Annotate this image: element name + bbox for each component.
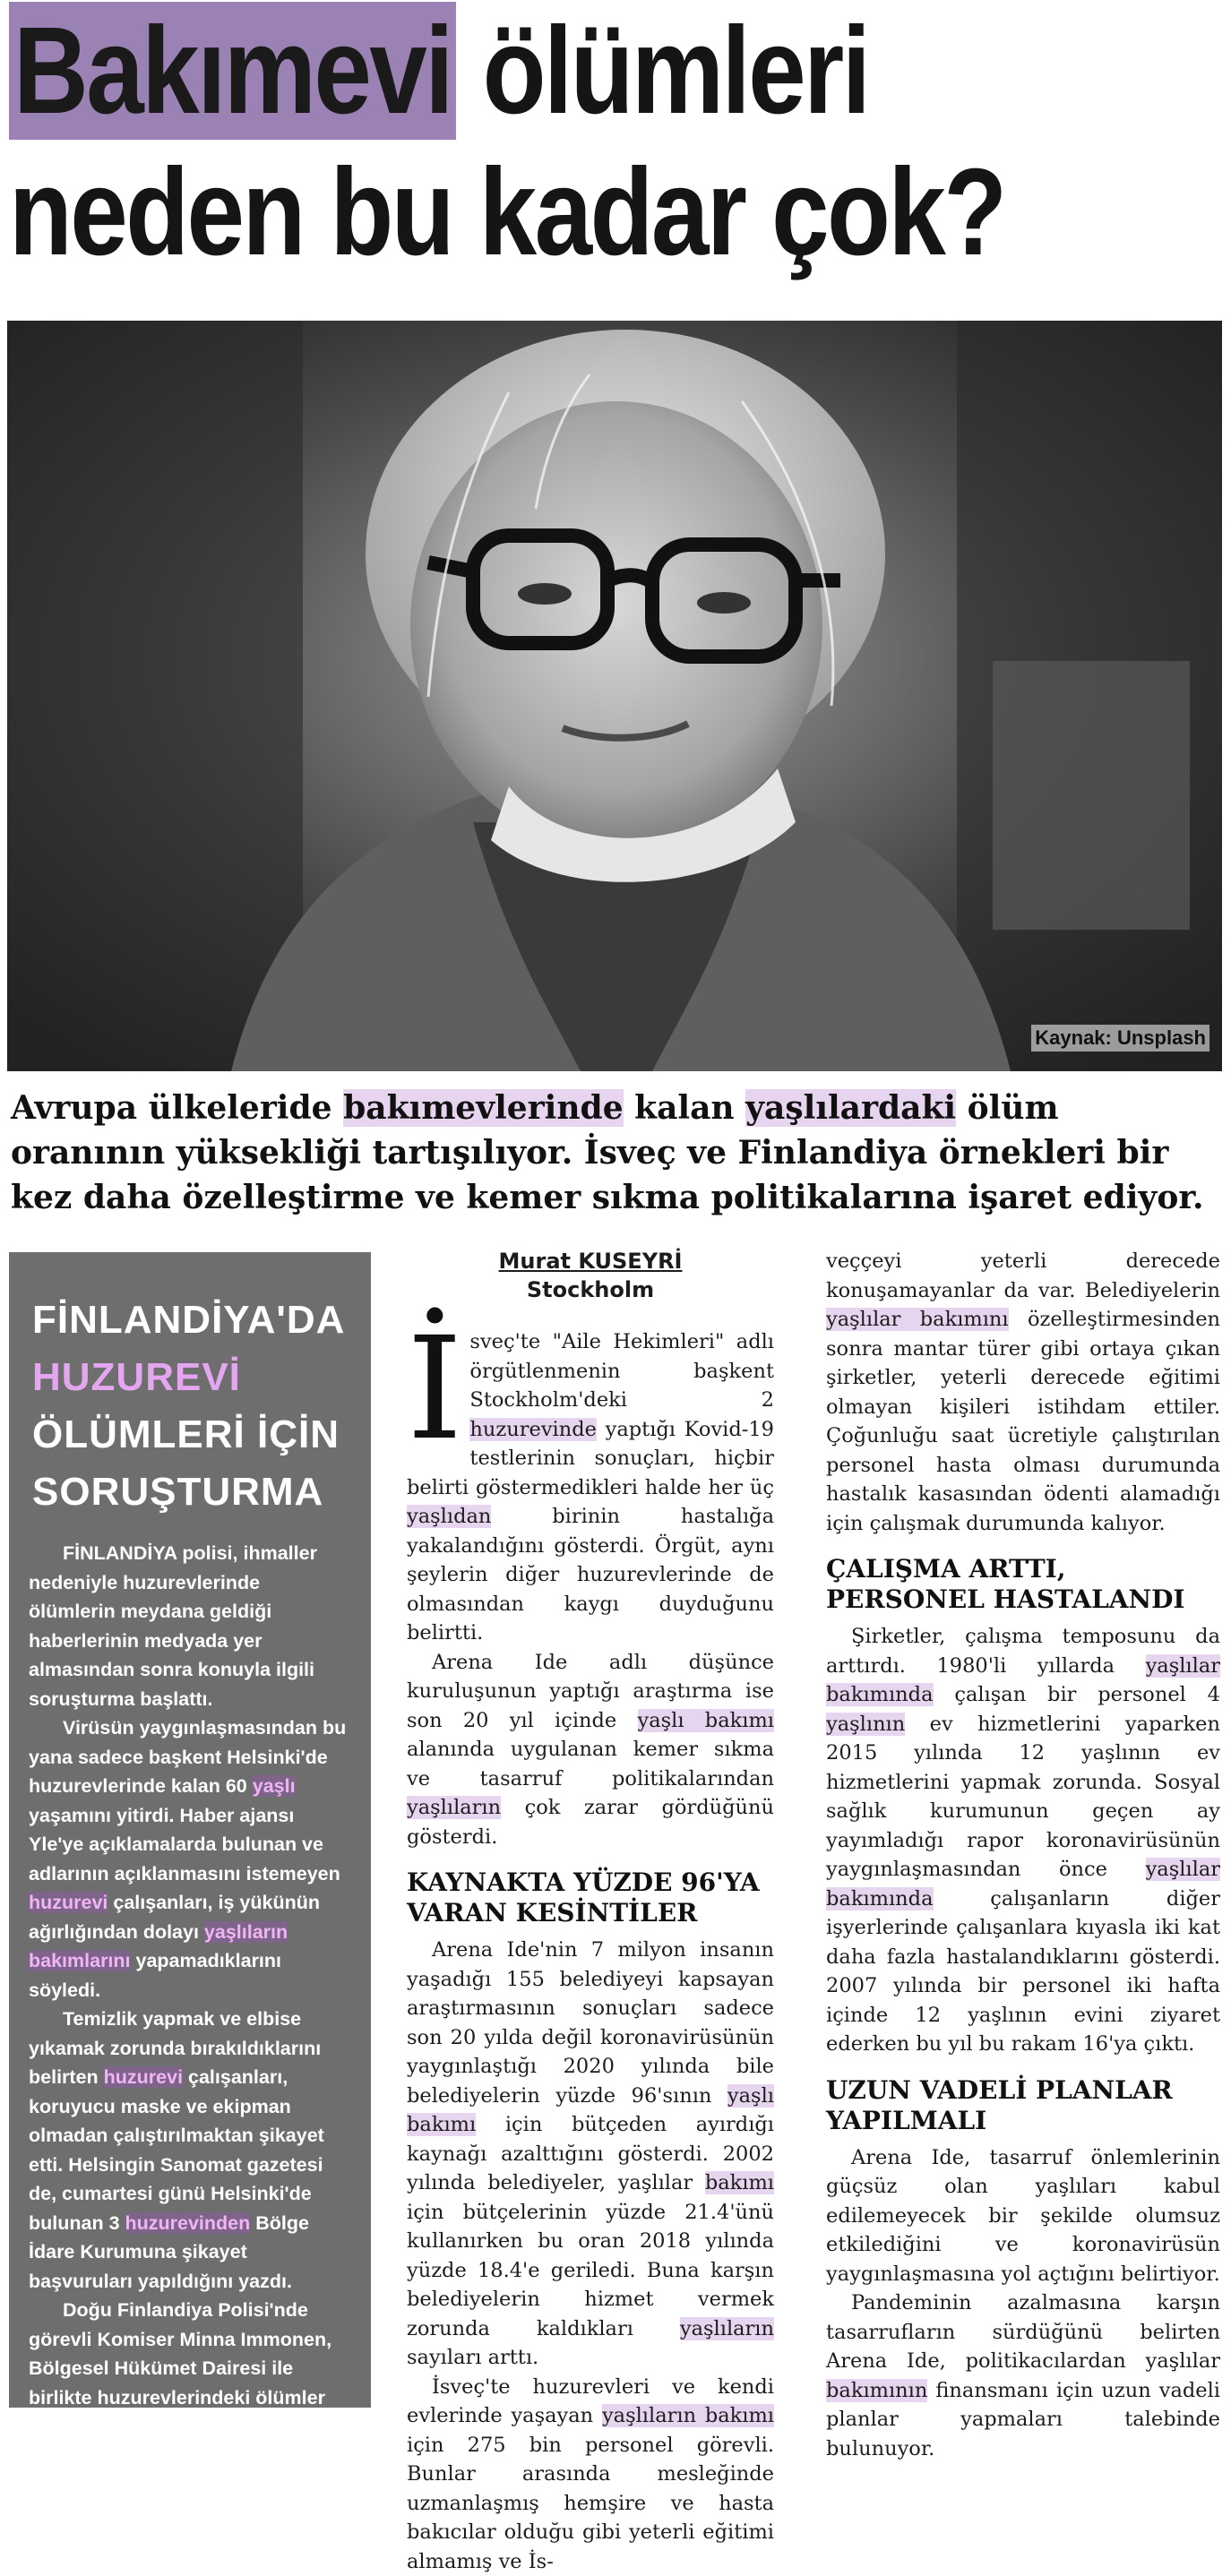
article-highlight: yaşlı bakımı [407,2084,774,2137]
article-highlight: bakımı [705,2171,774,2194]
author-location: Stockholm [527,1277,654,1302]
deck-highlight: yaşlılardaki [745,1089,956,1127]
article-paragraph [826,2288,1220,2463]
article-paragraph [407,1327,774,1648]
article-text: sveç'te "Aile Hekimleri" adlı örgütlenmenin başkent Stockholm'deki 2 [469,1330,774,1412]
article-text: için bütçelerinin yüzde 21.4'ünü kullanırken bu oran 2018 yılında yüzde 18.4'e geriledi. Buna karşın belediyelerin hizmet vermek zorunda kaldıkları [407,2201,774,2340]
headline-highlight: Bakımevi [9,2,456,140]
article-highlight: huzurevinde [469,1418,597,1441]
article-column-1 [407,1247,774,2576]
sidebar-title [9,1252,371,1521]
subheading: UZUN VADELİ PLANLAR YAPILMALI [826,2075,1220,2136]
article-highlight: yaşlının [826,1713,905,1736]
article-text: çalışan bir personel 4 [934,1683,1221,1706]
sidebar-highlight: huzurevinden [125,2212,251,2234]
sidebar-highlight: yaşlıların bakımlarını [29,1921,288,1972]
headline-line-1-rest: ölümleri [456,2,868,140]
sidebar-paragraph: FİNLANDİYA polisi, ihmaller nedeniyle huzurevlerinde ölümlerin meydana geldiği haberlerinin medyada yer almasından sonra konuyla ilgili soruşturma başlattı. [29,1539,351,1713]
sidebar-paragraph [29,2005,351,2296]
article-highlight: yaşlıların [680,2317,774,2340]
sidebar-paragraph: Doğu Finlandiya Polisi'nde görevli Komiser Minna Immonen, Bölgesel Hükümet Dairesi ile birlikte huzurevlerindeki ölümler hakkında inceleme başlattıklarını açıkladı. (Stockholm/EVRENSEL) [29,2296,351,2470]
sidebar-text: Temizlik yapmak ve elbise yıkamak zorunda bırakıldıklarını belirten [29,2008,321,2088]
byline [407,1247,774,1304]
sidebar-text: Virüsün yaygınlaşmasından bu yana sadece başkent Helsinki'de huzurevlerinde kalan 60 [29,1717,346,1797]
deck-highlight: bakımevlerinde [343,1089,624,1127]
article-highlight: yaşlılar bakımında [826,1858,1220,1911]
article-text: çalışanların diğer işyerlerinde çalışanlara kıyasla iki kat daha fazla hastalandıklarını gösterdi. 2007 yılında bir personel iki hafta içinde 12 yaşlının evini ziyaret ederken bu yıl bu rakam 16'ya çıktı. [826,1887,1220,2057]
drop-cap: İ [407,1331,462,1447]
sidebar-text: çalışanları, iş yükünün ağırlığından dolayı [29,1892,320,1943]
headline-line-1 [9,0,1025,142]
sidebar-body [9,1521,371,2470]
article-text: için 275 bin personel görevli. Bunlar arasında mesleğinde uzmanlaşmış hemşire ve hasta bakıcılar olduğu gibi yeterli eğitimi almamış ve İs- [407,2434,774,2573]
elderly-woman-portrait [7,321,1222,1071]
deck-summary [11,1086,1220,1220]
article-paragraph [407,2373,774,2576]
sidebar-title-highlight: HUZUREVİ [32,1349,353,1406]
article-text: veççeyi yeterli derecede konuşamayanlar da var. Belediyelerin [826,1249,1220,1302]
article-text: Şirketler, çalışma temposunu da arttırdı. 1980'li yıllarda [826,1625,1220,1678]
article-paragraph [407,1936,774,2373]
article-text: sayıları arttı. [407,2346,538,2369]
article-column-2 [826,1247,1220,2463]
article-paragraph [826,1622,1220,2059]
subheading: KAYNAKTA YÜZDE 96'YA VARAN KESİNTİLER [407,1868,774,1928]
article-text: yaptığı Kovid-19 testlerinin sonuçları, hiçbir belirti göstermedikleri halde her üç [407,1418,774,1499]
sidebar-highlight: yaşlı [253,1775,296,1797]
article-highlight: yaşlı bakımı [638,1709,775,1732]
article-text: için bütçeden ayırdığı kaynağı azalttığını gösterdi. 2002 yılında belediyeler, yaşlılar [407,2113,774,2194]
headline-line-2: neden bu kadar çok? [9,142,1025,283]
sidebar-highlight: huzurevi [104,2066,183,2088]
article-highlight: bakımının [826,2379,927,2402]
article-highlight: yaşlıdan [407,1505,491,1528]
author-name: Murat KUSEYRİ [407,1247,774,1275]
article-highlight: yaşlılar bakımında [826,1654,1220,1707]
headline [9,0,1025,283]
sidebar-paragraph [29,1713,351,2005]
article-text: Pandeminin azalmasına karşın tasarrufların sürdüğünü belirten Arena Ide, politikacılardan yaşlılar [826,2291,1220,2373]
deck-text: ölüm oranının yüksekliği tartışılıyor. İsveç ve Finlandiya örnekleri bir kez daha özelleştirme ve kemer sıkma politikalarına işaret ediyor. [11,1089,1204,1216]
article-highlight: yaşlıların [407,1796,501,1819]
sidebar-highlight: huzurevi [29,1892,108,1913]
deck-text: Avrupa ülkeleride [11,1089,343,1127]
sidebar-title-line: ÖLÜMLERİ İÇİN [32,1406,353,1464]
sidebar-text: yaşamını yitirdi. Haber ajansı Yle'ye açıklamalarda bulunan ve adlarının açıklanmasını istemeyen [29,1805,340,1885]
article-text: özelleştirmesinden sonra mantar türer gibi ortaya çıkan şirketler, yeterli derecede eğitimi olmayan kişileri istihdam ettiler. Çoğunluğu saat ücretiyle çalıştırılan personel hasta olması durumunda hastalık kasasından ödenti alamadığı için çalışmak durumunda kalıyor. [826,1308,1220,1535]
article-text: finansmanı için uzun vadeli planlar yapmaları talebinde bulunuyor. [826,2379,1220,2460]
deck-text: kalan [624,1089,746,1127]
article-highlight: yaşlılar bakımını [826,1308,1009,1331]
sidebar-text: yapamadıklarını söyledi. [29,1950,281,2001]
article-highlight: yaşlıların bakımı [602,2404,774,2427]
article-text: çok zarar gördüğünü gösterdi. [407,1796,774,1849]
sidebar-title-line: FİNLANDİYA'DA [32,1292,353,1349]
article-paragraph [407,1648,774,1852]
article-text: alanında uygulanan kemer sıkma ve tasarruf politikalarından [407,1738,774,1790]
subheading: ÇALIŞMA ARTTI, PERSONEL HASTALANDI [826,1554,1220,1615]
article-paragraph [826,1247,1220,1538]
sidebar-title-line: SORUŞTURMA [32,1464,353,1521]
article-text: İsveç'te huzurevleri ve kendi evlerinde yaşayan [407,2375,774,2428]
article-text: Arena Ide adlı düşünce kuruluşunun yaptığı araştırma ise son 20 yıl içinde [407,1651,774,1732]
sidebar-text: çalışanları, koruyucu maske ve ekipman olmadan çalıştırılmaktan şikayet etti. Helsingin Sanomat gazetesi de, cumartesi günü Helsinki'de bulunan 3 [29,2066,324,2234]
article-paragraph: Arena Ide, tasarruf önlemlerinin güçsüz olan yaşlıları kabul edilemeyecek bir şekilde olumsuz etkilediğini ve koronavirüsün yaygınlaşmasına yol açtığını belirtiyor. [826,2143,1220,2289]
sidebar-text: Bölge İdare Kurumuna şikayet başvuruları yapıldığını yazdı. [29,2212,309,2292]
sidebar-box [9,1252,371,2408]
article-photo [7,321,1222,1071]
photo-credit: Kaynak: Unsplash [1031,1025,1209,1052]
article-text: ev hizmetlerini yaparken 2015 yılında 12 yaşlının ev hizmetlerini yapmak zorunda. Sosyal sağlık kurumunun geçen ay yayımladığı rapor koronavirüsünün yaygınlaşmasından önce [826,1713,1220,1882]
article-text: birinin hastalığa yakalandığını gösterdi. Örgüt, aynı şeylerin diğer huzurevlerinde de olmasından kaygı duyduğunu belirtti. [407,1505,774,1644]
article-text: Arena Ide'nin 7 milyon insanın yaşadığı 155 belediyeyi kapsayan araştırmasının sonuçları sadece son 20 yılda değil koronavirüsünün yaygınlaştığı 2020 yılında bile belediyelerin yüzde 96'sının [407,1938,774,2108]
